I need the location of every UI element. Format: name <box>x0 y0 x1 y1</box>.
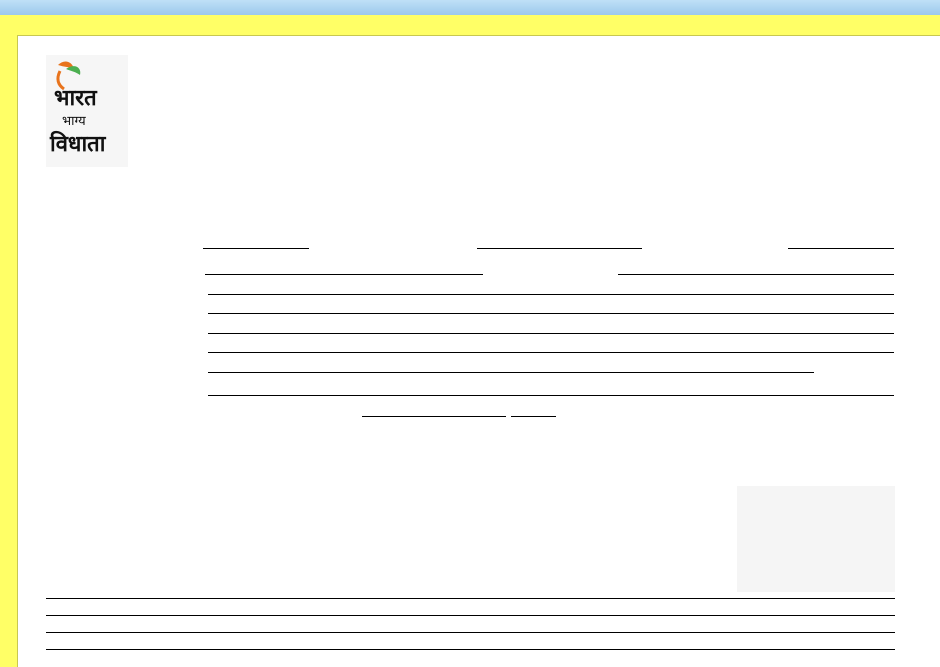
window-title <box>0 0 940 16</box>
svg-text:भाग्य: भाग्य <box>62 114 86 129</box>
svg-text:भारत: भारत <box>54 86 97 111</box>
bharat-bhagya-vidhata-logo-icon <box>46 55 128 167</box>
logo <box>46 55 128 167</box>
signature-box <box>737 486 895 592</box>
vertical-ruler <box>0 35 18 667</box>
horizontal-ruler <box>0 15 940 36</box>
svg-text:विधाता: विधाता <box>50 132 106 157</box>
